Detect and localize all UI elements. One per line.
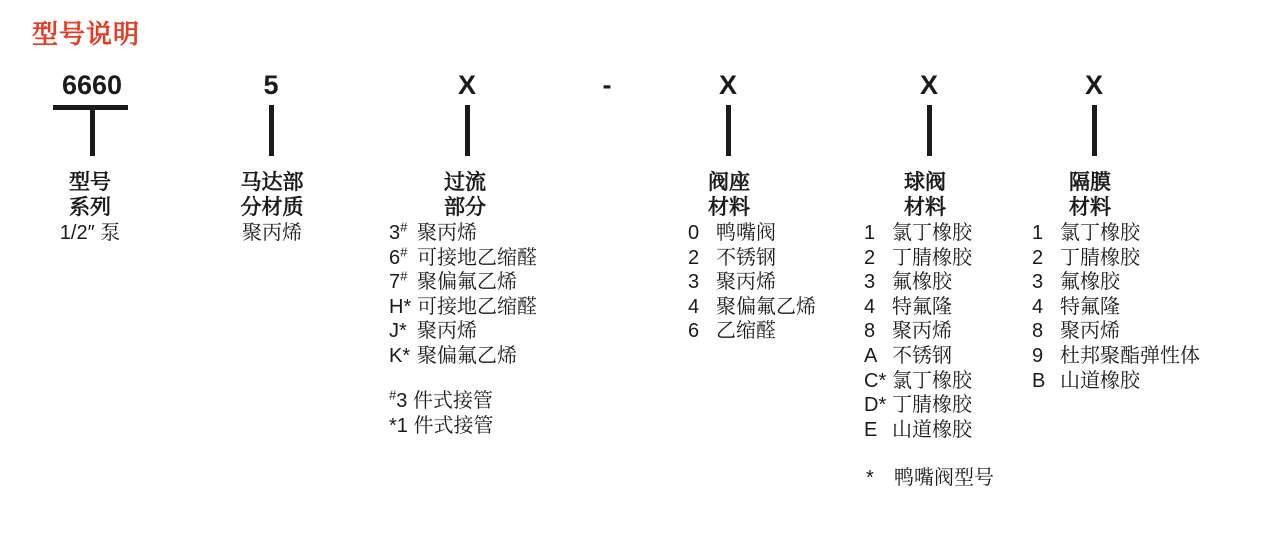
column-heading-seat-material	[654, 170, 804, 220]
option-code: 4	[688, 295, 700, 318]
option-label: 聚丙烯	[892, 320, 952, 343]
option-code: 4	[864, 295, 876, 318]
option-seat-material-4	[688, 295, 816, 320]
option-code: D*	[864, 394, 887, 417]
connector-line	[465, 105, 470, 156]
option-label: 特氟隆	[1060, 295, 1120, 318]
column-heading-diaphragm-material	[1015, 170, 1165, 220]
option-wetted-parts-J	[389, 319, 537, 344]
option-wetted-parts-K	[389, 344, 537, 369]
option-code: 8	[1032, 320, 1044, 343]
option-label: 聚偏氟乙烯	[417, 271, 517, 294]
option-code: E	[864, 418, 878, 441]
option-label: 不锈钢	[892, 344, 952, 367]
option-seat-material-2	[688, 246, 816, 271]
option-diaphragm-material-8	[1032, 319, 1200, 344]
connector-line	[1092, 105, 1097, 156]
option-label: 不锈钢	[716, 246, 776, 269]
option-list-diaphragm-material	[1032, 221, 1200, 393]
option-list-seat-material	[688, 221, 816, 344]
option-label: 丁腈橡胶	[1060, 246, 1140, 269]
option-code: 1	[1032, 222, 1044, 244]
heading-line: 材料	[708, 196, 750, 219]
option-label: 聚丙烯	[417, 320, 477, 343]
heading-line: 分材质	[240, 196, 304, 219]
option-diaphragm-material-B	[1032, 369, 1200, 394]
option-code: H*	[389, 295, 412, 318]
option-label: 聚丙烯	[716, 271, 776, 294]
heading-line: 球阀	[904, 171, 946, 194]
heading-line: 型号	[69, 171, 111, 194]
option-label: 鸭嘴阀	[716, 222, 776, 244]
option-code: 2	[864, 246, 876, 269]
footnotes-ball-material	[866, 466, 994, 491]
option-code: C*	[864, 369, 887, 392]
option-label: 聚丙烯	[417, 222, 477, 244]
heading-line: 隔膜	[1069, 171, 1111, 194]
option-diaphragm-material-9	[1032, 344, 1200, 369]
option-code: 3	[688, 271, 700, 294]
option-label: 氯丁橡胶	[1060, 222, 1140, 244]
heading-line: 阀座	[708, 171, 750, 194]
option-ball-material-E	[864, 418, 972, 443]
option-seat-material-0	[688, 221, 816, 246]
option-code: K*	[389, 344, 411, 367]
connector-line	[726, 105, 731, 156]
connector-line	[269, 105, 274, 156]
column-heading-wetted-parts	[390, 170, 540, 220]
option-code: A	[864, 344, 878, 367]
footnote-row: * 鸭嘴阀型号	[866, 467, 994, 489]
option-ball-material-8	[864, 319, 972, 344]
option-code: 3	[864, 271, 876, 294]
column-heading-model-series	[20, 170, 160, 246]
code-segment-diaphragm: X	[1084, 70, 1104, 100]
option-label: 聚偏氟乙烯	[417, 344, 517, 367]
option-code: 3	[1032, 271, 1044, 294]
option-label: 山道橡胶	[1060, 369, 1140, 392]
heading-line: 材料	[904, 196, 946, 219]
option-list-ball-material	[864, 221, 972, 442]
heading-line: 过流	[444, 171, 486, 194]
option-seat-material-6	[688, 319, 816, 344]
column-heading-ball-material	[850, 170, 1000, 220]
code-segment-ball: X	[919, 70, 939, 100]
connector-line	[927, 105, 932, 156]
option-label: 乙缩醛	[716, 320, 776, 343]
footnote-row: #3 件式接管	[389, 387, 493, 412]
option-ball-material-D	[864, 393, 972, 418]
option-code: 1	[864, 222, 876, 244]
option-label: 杜邦聚酯弹性体	[1060, 344, 1200, 367]
option-code: 3#	[389, 219, 408, 244]
option-label: 丁腈橡胶	[892, 394, 972, 417]
option-code: 9	[1032, 344, 1044, 367]
heading-line: 系列	[69, 196, 111, 219]
option-code: J*	[389, 320, 407, 343]
option-diaphragm-material-3	[1032, 270, 1200, 295]
option-wetted-parts-3	[389, 221, 537, 246]
heading-line: 马达部	[240, 171, 304, 194]
option-code: 7#	[389, 268, 408, 294]
option-code: 0	[688, 222, 700, 244]
code-segment-dash: -	[602, 70, 612, 100]
option-label: 氯丁橡胶	[892, 222, 972, 244]
option-diaphragm-material-1	[1032, 221, 1200, 246]
option-code: 8	[864, 320, 876, 343]
footnote-row: *1 件式接管	[389, 414, 494, 437]
option-diaphragm-material-2	[1032, 246, 1200, 271]
option-label: 可接地乙缩醛	[417, 246, 537, 269]
option-code: 4	[1032, 295, 1044, 318]
code-segment-wetted: X	[457, 70, 477, 100]
option-label: 丁腈橡胶	[892, 246, 972, 269]
option-ball-material-C	[864, 369, 972, 394]
option-code: 6	[688, 320, 700, 343]
footnote-marker: *	[866, 467, 874, 489]
code-segment-seat: X	[718, 70, 738, 100]
heading-line: 部分	[444, 196, 486, 219]
option-code: 2	[1032, 246, 1044, 269]
option-diaphragm-material-4	[1032, 295, 1200, 320]
connector-line	[90, 105, 95, 156]
option-wetted-parts-7	[389, 270, 537, 295]
code-segment-series: 6660	[61, 70, 123, 100]
option-seat-material-3	[688, 270, 816, 295]
column-note-motor-material: 聚丙烯	[242, 222, 302, 244]
option-ball-material-4	[864, 295, 972, 320]
option-wetted-parts-6	[389, 243, 537, 271]
option-label: 特氟隆	[892, 295, 952, 318]
option-label: 聚丙烯	[1060, 320, 1120, 343]
option-label: 山道橡胶	[892, 418, 972, 441]
option-label: 氟橡胶	[892, 271, 952, 294]
code-segment-motor: 5	[263, 70, 279, 100]
option-ball-material-2	[864, 246, 972, 271]
footnotes-wetted-parts	[389, 389, 493, 438]
option-label: 可接地乙缩醛	[417, 295, 537, 318]
option-ball-material-A	[864, 344, 972, 369]
option-wetted-parts-H	[389, 295, 537, 320]
option-ball-material-3	[864, 270, 972, 295]
option-ball-material-1	[864, 221, 972, 246]
heading-line: 材料	[1069, 196, 1111, 219]
option-list-wetted-parts	[389, 221, 537, 369]
option-label: 氟橡胶	[1060, 271, 1120, 294]
option-label: 氯丁橡胶	[892, 369, 972, 392]
option-code: 2	[688, 246, 700, 269]
page-title: 型号说明	[32, 19, 141, 49]
column-heading-motor-material	[202, 170, 342, 246]
option-code: B	[1032, 369, 1046, 392]
option-label: 聚偏氟乙烯	[716, 295, 816, 318]
option-code: 6#	[389, 243, 408, 269]
column-note-pump-size: 1/2″ 泵	[59, 222, 121, 244]
